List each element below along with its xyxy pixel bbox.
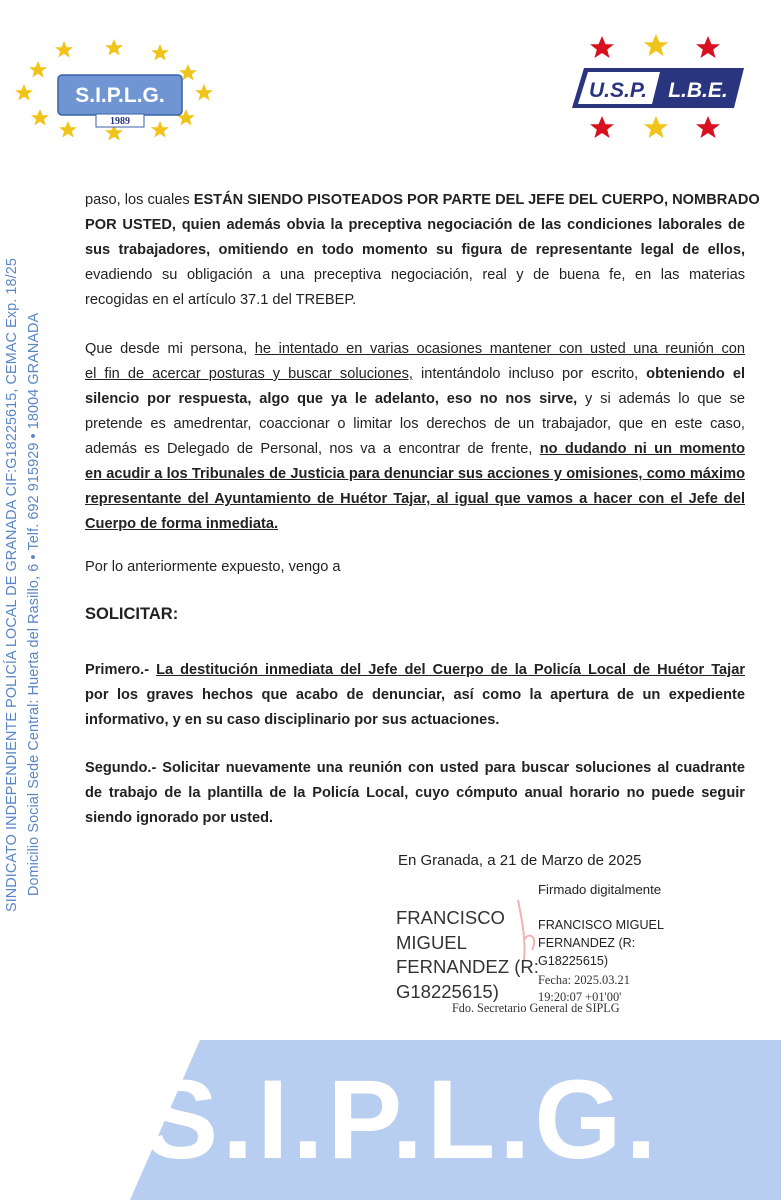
usp-logo-text: U.S.P. [589, 79, 647, 102]
siplg-logo-year: 1989 [110, 116, 130, 127]
siplg-watermark [0, 1040, 781, 1200]
usplbe-logo [568, 30, 748, 145]
lbe-logo-text: L.B.E. [668, 79, 728, 102]
signer-name-small: FRANCISCO MIGUEL FERNANDEZ (R: G18225615) [538, 918, 664, 968]
siplg-logo-text: S.I.P.L.G. [75, 84, 165, 107]
paragraph-3: Por lo anteriormente expuesto, vengo a [85, 559, 341, 575]
signing-date-line: En Granada, a 21 de Marzo de 2025 [398, 852, 642, 869]
request-heading: SOLICITAR: [85, 605, 179, 623]
siplg-logo [8, 38, 220, 142]
signer-title: Fdo. Secretario General de SIPLG [452, 1001, 620, 1015]
signer-name-large: FRANCISCO MIGUEL FERNANDEZ (R: G18225615) [396, 907, 539, 1002]
request-first: Primero.- La destitución inmediata del Jefe del Cuerpo de la Policía Local de Huétor Tajar por los graves hechos que acabo de denunciar, así como la apertura de un expediente informativo, y en su caso disciplinario por sus actuaciones. [85, 662, 746, 728]
signature-date: Fecha: 2025.03.21 [538, 973, 630, 987]
union-info-line: SINDICATO INDEPENDIENTE POLICÍA LOCAL DE GRANADA CIF:G18225615, CEMAC Exp. 18/25 [4, 258, 20, 912]
request-second: Segundo.- Solicitar nuevamente una reunión con usted para buscar soluciones al cuadrante de trabajo de la plantilla de la Policía Local, cuyo cómputo anual horario no puede seguir siendo ignorado por usted. [85, 760, 745, 826]
watermark-text: S.I.P.L.G. [143, 1057, 661, 1182]
signature-time: 19:20:07 +01'00' [538, 990, 622, 1004]
paragraph-2: Que desde mi persona, he intentado en varias ocasiones mantener con usted una reunión con el fin de acercar posturas y buscar soluciones, intentándolo incluso por escrito, obteniendo el silencio por respuesta, algo que ya le adelanto, eso no nos sirve, y si además lo que se pretende es amedrentar, coaccionar o limitar los derechos de un trabajador, que en este caso, además es Delegado de Personal, nos va a encontrar de frente, no dudando ni un momento en acudir a los Tribunales de Justicia para denunciar sus acciones y omisiones, como máximo representante del Ayuntamiento de Huétor Tajar, al igual que vamos a hacer con el Jefe del Cuerpo de forma inmediata. [85, 341, 746, 532]
digital-signature-label: Firmado digitalmente [538, 882, 662, 897]
union-address-line: Domicilio Social Sede Central: Huerta del Rasillo, 6 • Telf. 692 915929 • 18004 GRANADA [26, 312, 42, 896]
paragraph-1: paso, los cuales ESTÁN SIENDO PISOTEADOS POR PARTE DEL JEFE DEL CUERPO, NOMBRADO POR USTED, quien además obvia la preceptiva negociación de las condiciones laborales de sus trabajadores, omitiendo en todo momento su figura de representante legal de ellos, evadiendo su obligación a una preceptiva negociación, real y de buena fe, en las materias recogidas en el artículo 37.1 del TREBEP. [85, 192, 760, 308]
